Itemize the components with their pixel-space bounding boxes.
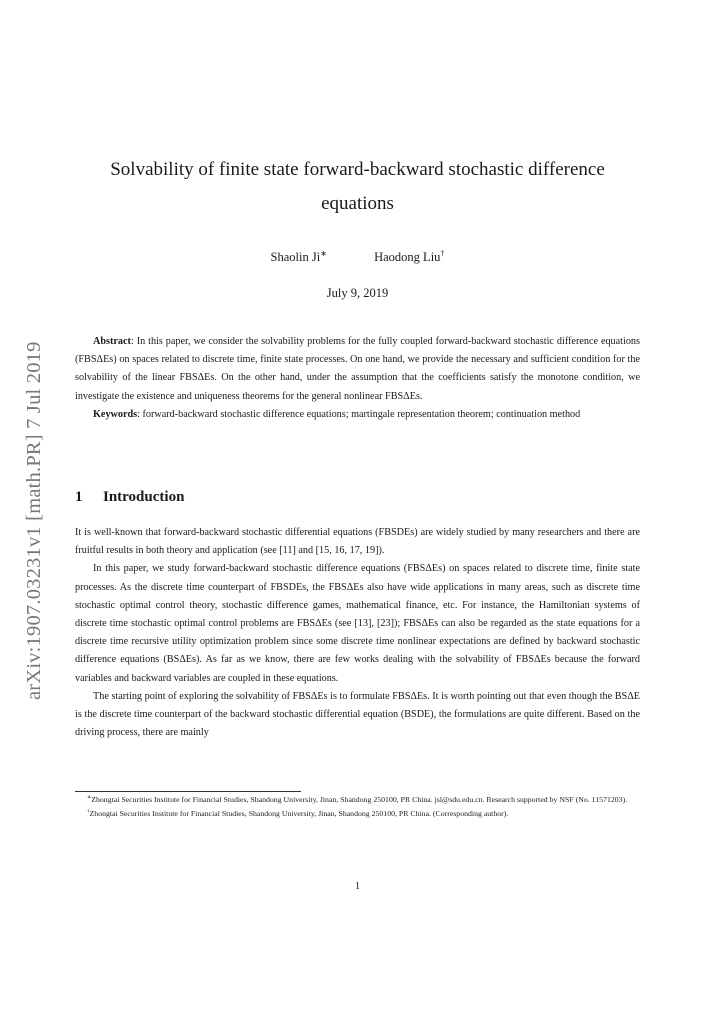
keywords-text: : forward-backward stochastic difference equations; martingale representation theorem; continuation method: [137, 408, 581, 420]
publication-date: July 9, 2019: [326, 286, 389, 300]
introduction-body: [75, 524, 640, 742]
abstract-paragraph: [75, 333, 640, 406]
section-heading: [75, 489, 640, 506]
author-2: [374, 250, 444, 265]
author-list: [75, 250, 640, 265]
footnotes: [75, 793, 640, 821]
author-footnote-mark: ∗: [320, 248, 327, 258]
intro-paragraph-2: In this paper, we study forward-backward stochastic difference equations (FBSΔEs) on spaces related to discrete time, finite state processes. As the discrete time counterpart of FBSDEs, the FBSΔEs also have wide applications in many areas, such as discrete time stochastic optimal control theory, stochastic difference games, mathematical finance, etc. For instance, the Hamiltonian systems of discrete time stochastic optimal control problems are FBSΔEs (see [13], [23]); FBSΔEs can also be regarded as the state equations for a discrete time recursive utility optimization problem since some discrete time nonlinear expectations are defined by backward stochastic difference equations (BSΔEs). As far as we know, there are few works dealing with the solvability of FBSΔEs because the forward variables and backward variables are coupled in these equations.: [75, 563, 640, 684]
section-title: Introduction: [103, 489, 185, 505]
footnote-divider: [75, 791, 301, 792]
footnote-mark: ∗: [87, 794, 92, 801]
footnote-mark: †: [87, 808, 90, 815]
section-number: 1: [75, 489, 83, 505]
footnote-2: [75, 807, 640, 821]
page-number: 1: [354, 881, 361, 892]
title-line-2: equations: [321, 193, 394, 214]
intro-paragraph-3: The starting point of exploring the solvability of FBSΔEs is to formulate FBSΔEs. It is worth pointing out that even though the BSΔE is the discrete time counterpart of the backward stochastic differential equation (BSDE), the formulations are quite different. Based on the driving process, there are mainly: [75, 690, 640, 739]
author-name: Shaolin Ji: [270, 250, 321, 264]
footnote-1: [75, 793, 640, 807]
paper-title: [75, 153, 640, 221]
keywords-paragraph: [75, 406, 640, 424]
arxiv-identifier-stamp: arXiv:1907.03231v1 [math.PR] 7 Jul 2019: [23, 341, 45, 700]
intro-paragraph-1: It is well-known that forward-backward stochastic differential equations (FBSDEs) are widely studied by many researchers and there are fruitful results in both theory and application (see [11] and [15, 16, 17, 19]).: [75, 527, 640, 557]
abstract-label: Abstract: [93, 336, 131, 347]
author-footnote-mark: †: [440, 248, 445, 258]
abstract-text: : In this paper, we consider the solvability problems for the fully coupled forward-backward stochastic difference equations (FBSΔEs) on spaces related to discrete time, finite state processes. On one hand, we provide the necessary and sufficient condition for the solvability of the linear FBSΔEs. On the other hand, under the assumption that the coefficients satisfy the monotone condition, we investigate the existence and uniqueness theorems for the general nonlinear FBSΔEs.: [75, 336, 640, 402]
author-1: [271, 250, 327, 265]
author-name: Haodong Liu: [374, 250, 441, 264]
abstract-section: [75, 333, 640, 424]
footnote-text: Zhongtai Securities Institute for Financial Studies, Shandong University, Jinan, Shandong 250100, PR China. jsl@sdu.edu.cn. Research supported by NSF (No. 11571203).: [91, 795, 628, 804]
title-line-1: Solvability of finite state forward-backward stochastic difference: [110, 159, 605, 180]
footnote-text: Zhongtai Securities Institute for Financial Studies, Shandong University, Jinan, Shandong 250100, PR China. (Corresponding author).: [89, 809, 509, 819]
keywords-label: Keywords: [93, 408, 138, 420]
